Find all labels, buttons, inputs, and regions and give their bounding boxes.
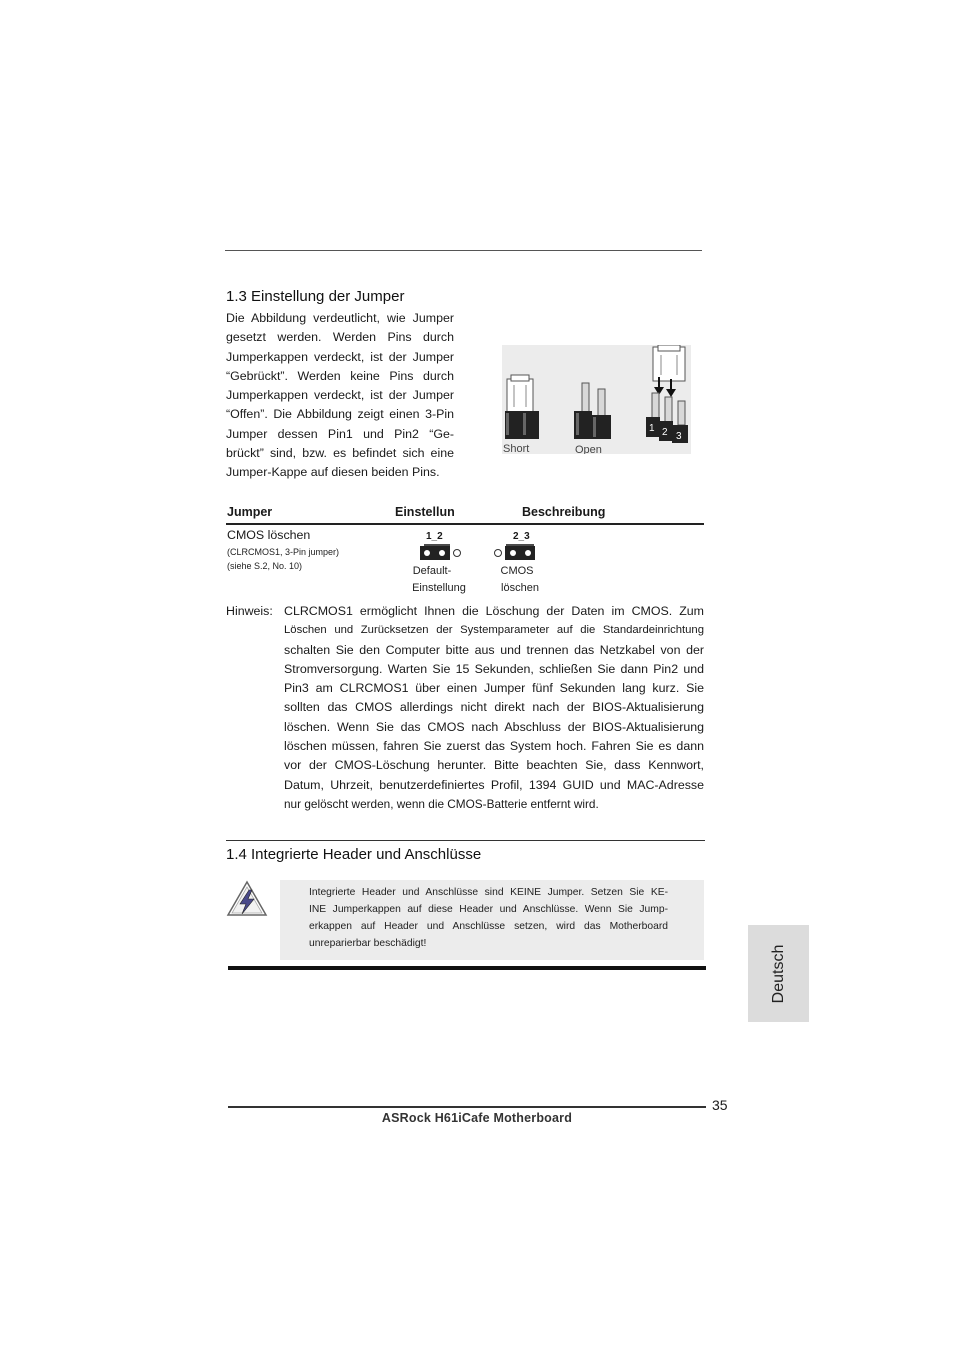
note-line: schalten Sie den Computer bitte aus und trennen das Netzkabel von der	[284, 642, 704, 657]
jumper-diagram-icon	[502, 345, 691, 454]
table-header-jumper: Jumper	[227, 505, 273, 519]
table-row-sub2: (siehe S.2, No. 10)	[227, 561, 303, 571]
note-line: nur gelöscht werden, wenn die CMOS-Batterie entfernt wird.	[284, 796, 599, 811]
warning-line: Integrierte Header und Anschlüsse sind KEINE Jumper. Setzen Sie KE-	[309, 887, 668, 898]
jumper-1-2-icon	[418, 542, 466, 562]
note-line: löschen müssen, fahren Sie zuerst das System hoch. Fahren Sie es dann	[284, 739, 704, 754]
footer-rule	[228, 1106, 706, 1108]
intro-line: Jumper dessen Pin1 und Pin2 “Ge-	[226, 426, 454, 441]
setting-b-label: 2_3	[513, 531, 530, 542]
note-line: vor der CMOS-Löschung herunter. Bitte beachten Sie, dass Kennwort,	[284, 758, 704, 773]
jumper-illustration	[502, 345, 691, 454]
note-line: CLRCMOS1 ermöglicht Ihnen die Löschung der Daten im CMOS. Zum	[284, 604, 704, 618]
section-rule	[226, 840, 705, 841]
note-label: Hinweis:	[226, 604, 273, 618]
section-title-headers: 1.4 Integrierte Header und Anschlüsse	[226, 846, 482, 863]
short-jumper-icon	[505, 375, 539, 439]
table-header-description: Beschreibung	[522, 505, 606, 519]
open-label: Open	[575, 444, 602, 454]
pin2-label: 2	[662, 427, 668, 438]
intro-line: brückt” sind, bzw. es befindet sich eine	[226, 446, 454, 461]
setting-a-desc2: Einstellung	[412, 582, 466, 594]
note-line: löschen. Wenn Sie das CMOS nach Abschluss der BIOS-Aktualisierung	[284, 719, 704, 734]
intro-line: Jumperkappen verdeckt, ist der Jumper	[226, 388, 454, 403]
note-paragraph	[284, 602, 704, 814]
language-tab	[748, 925, 809, 1022]
warning-line: INE Jumperkappen auf diese Header und Anschlüsse. Wenn Sie Jump-	[309, 904, 668, 915]
note-line: Löschen und Zurücksetzen der Systemparameter auf die Standardeinrichtung	[284, 624, 704, 637]
warning-text	[309, 884, 668, 952]
warning-icon	[226, 880, 268, 918]
note-line: Stromversorgung. Warten Sie 15 Sekunden, schließen Sie dann Pin2 und	[284, 661, 704, 676]
setting-a-label: 1_2	[426, 531, 443, 542]
setting-b-desc2: löschen	[501, 582, 539, 594]
page-number: 35	[712, 1097, 728, 1113]
setting-b-desc1: CMOS	[500, 565, 534, 577]
warning-rule	[228, 966, 706, 970]
open-jumper-icon	[574, 383, 611, 439]
pin1-label: 1	[649, 423, 655, 434]
note-line: Datum, Uhrzeit, benutzerdefiniertes Profil, 1394 GUID und MAC-Adresse	[284, 777, 704, 792]
setting-a-desc1: Default-	[412, 565, 452, 577]
jumper-2-3-icon	[490, 542, 538, 562]
short-label: Short	[503, 443, 530, 454]
note-line: sollten das CMOS allerdings nicht direkt nach der BIOS-Aktualisierung	[284, 700, 704, 715]
intro-line: Die Abbildung verdeutlicht, wie Jumper	[226, 311, 454, 325]
note-line: Pin3 am CLRCMOS1 über einen Jumper fünf Sekunden lang kurz. Sie	[284, 681, 704, 696]
intro-line: “Offen”. Die Abbildung zeigt einen 3-Pin	[226, 407, 454, 422]
intro-line: Jumper-Kappe auf diesen beiden Pins.	[226, 465, 440, 480]
intro-paragraph	[226, 309, 454, 483]
footer-product-name: ASRock H61iCafe Motherboard	[381, 1111, 573, 1125]
warning-line: erkappen auf Header und Anschlüsse setzen, wird das Motherboard	[309, 921, 668, 932]
table-header-setting: Einstellun	[395, 505, 455, 519]
intro-line: gesetzt werden. Werden Pins durch	[226, 330, 454, 345]
section-title-jumper: 1.3 Einstellung der Jumper	[226, 288, 405, 305]
table-header-rule	[226, 523, 704, 525]
table-row-sub1: (CLRCMOS1, 3-Pin jumper)	[227, 547, 340, 557]
pin3-label: 3	[676, 431, 682, 442]
table-row-name: CMOS löschen	[227, 528, 311, 542]
warning-line: unreparierbar beschädigt!	[309, 938, 427, 949]
language-tab-label: Deutsch	[769, 944, 787, 1003]
intro-line: Jumperkappen verdeckt, ist der Jumper	[226, 349, 454, 364]
top-rule	[225, 250, 702, 251]
intro-line: “Gebrückt”. Werden keine Pins durch	[226, 368, 454, 383]
